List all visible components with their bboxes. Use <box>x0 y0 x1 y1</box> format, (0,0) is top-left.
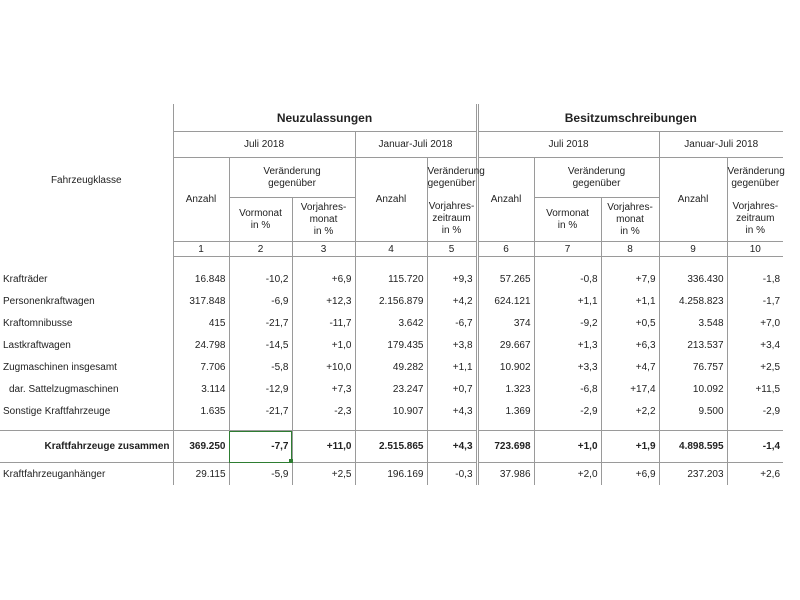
fill-handle[interactable] <box>289 459 293 463</box>
cell[interactable]: +4,2 <box>427 291 477 313</box>
cell[interactable]: -2,3 <box>292 401 355 423</box>
col-number: 10 <box>727 242 783 257</box>
cell[interactable]: +4,3 <box>427 431 477 463</box>
col-number: 3 <box>292 242 355 257</box>
col-number: 2 <box>229 242 292 257</box>
cell[interactable]: +1,1 <box>601 291 659 313</box>
cell[interactable]: 76.757 <box>659 357 727 379</box>
header-text: Vormonat <box>546 207 589 219</box>
header-veraenderung-1 <box>229 158 355 198</box>
period-month-bu: Juli 2018 <box>477 132 659 158</box>
row-label: Kraftfahrzeuganhänger <box>3 468 106 480</box>
col-number: 7 <box>534 242 601 257</box>
header-veraenderung-7 <box>534 158 659 198</box>
header-text: Vorjahres- <box>607 201 653 213</box>
cell[interactable]: 29.115 <box>173 463 229 486</box>
row-label: Lastkraftwagen <box>3 340 71 351</box>
header-text: Veränderung <box>263 165 321 177</box>
selected-cell[interactable] <box>229 431 292 463</box>
row-label: Kraftomnibusse <box>3 318 73 329</box>
cell[interactable]: -2,9 <box>727 401 783 423</box>
table-row[interactable] <box>0 379 783 401</box>
col-number: 6 <box>477 242 534 257</box>
cell[interactable]: +1,9 <box>601 431 659 463</box>
cell[interactable]: 213.537 <box>659 335 727 357</box>
cell[interactable]: 29.667 <box>477 335 534 357</box>
cell[interactable]: 16.848 <box>173 269 229 291</box>
table-row[interactable] <box>0 357 783 379</box>
total-label: Kraftfahrzeuge zusammen <box>0 431 173 463</box>
header-anzahl-4: Anzahl <box>355 158 427 242</box>
row-label: Zugmaschinen insgesamt <box>3 362 117 373</box>
cell[interactable]: +11,0 <box>292 431 355 463</box>
cell[interactable]: 37.986 <box>477 463 534 486</box>
cell[interactable]: -1,7 <box>727 291 783 313</box>
col-number: 5 <box>427 242 477 257</box>
cell[interactable]: 196.169 <box>355 463 427 486</box>
cell[interactable]: 10.907 <box>355 401 427 423</box>
cell[interactable]: +11,5 <box>727 379 783 401</box>
row-label: Sonstige Kraftfahrzeuge <box>3 406 111 417</box>
cell[interactable]: 723.698 <box>477 431 534 463</box>
header-text: gegenüber <box>427 177 476 189</box>
cell[interactable]: -21,7 <box>229 313 292 335</box>
cell[interactable]: 7.706 <box>173 357 229 379</box>
cell[interactable]: +3,3 <box>534 357 601 379</box>
cell[interactable]: +0,7 <box>427 379 477 401</box>
header-text: monat <box>616 213 644 225</box>
header-text: zeitraum <box>736 213 775 225</box>
period-month-nz: Juli 2018 <box>173 132 355 158</box>
cell[interactable]: 3.548 <box>659 313 727 335</box>
cell[interactable]: +7,0 <box>727 313 783 335</box>
header-anzahl-9: Anzahl <box>659 158 727 242</box>
cell[interactable]: -21,7 <box>229 401 292 423</box>
cell[interactable]: -11,7 <box>292 313 355 335</box>
cell[interactable]: +1,0 <box>534 431 601 463</box>
cell[interactable]: +7,3 <box>292 379 355 401</box>
row-label: dar. Sattelzugmaschinen <box>9 384 119 395</box>
cell[interactable]: 179.435 <box>355 335 427 357</box>
cell[interactable]: -9,2 <box>534 313 601 335</box>
cell[interactable]: -12,9 <box>229 379 292 401</box>
cell[interactable]: -1,4 <box>727 431 783 463</box>
cell[interactable]: +1,3 <box>534 335 601 357</box>
table-row[interactable] <box>0 313 783 335</box>
header-text: Veränderung <box>427 165 485 177</box>
cell[interactable]: +2,2 <box>601 401 659 423</box>
header-vorjahreszeitraum-5 <box>427 198 477 242</box>
cell[interactable]: 24.798 <box>173 335 229 357</box>
cell[interactable]: -10,2 <box>229 269 292 291</box>
cell[interactable]: +1,0 <box>292 335 355 357</box>
cell[interactable]: 1.323 <box>477 379 534 401</box>
header-text: monat <box>309 213 338 225</box>
row-header: Fahrzeugklasse <box>50 174 122 186</box>
cell[interactable]: +17,4 <box>601 379 659 401</box>
table-row[interactable] <box>0 269 783 291</box>
header-text: in % <box>250 219 271 231</box>
cell[interactable]: 9.500 <box>659 401 727 423</box>
cell-value: -7,7 <box>271 441 289 452</box>
header-anzahl-6: Anzahl <box>477 158 534 242</box>
header-text: gegenüber <box>731 177 780 189</box>
cell[interactable]: -6,8 <box>534 379 601 401</box>
header-vorjahresmonat-8 <box>601 198 659 242</box>
cell[interactable]: 2.156.879 <box>355 291 427 313</box>
cell[interactable]: +2,0 <box>534 463 601 486</box>
cell[interactable]: +9,3 <box>427 269 477 291</box>
row-label: Krafträder <box>3 274 48 285</box>
table-row[interactable] <box>0 291 783 313</box>
cell[interactable]: -6,9 <box>229 291 292 313</box>
cell[interactable]: -6,7 <box>427 313 477 335</box>
header-text: Vorjahres- <box>300 201 347 213</box>
col-number: 1 <box>173 242 229 257</box>
cell[interactable]: +0,5 <box>601 313 659 335</box>
cell[interactable]: +4,3 <box>427 401 477 423</box>
table-row[interactable] <box>0 401 783 423</box>
header-text: in % <box>620 225 640 237</box>
statistics-table-container <box>0 104 800 485</box>
cell[interactable]: +3,8 <box>427 335 477 357</box>
cell[interactable]: 10.092 <box>659 379 727 401</box>
header-anzahl-1: Anzahl <box>173 158 229 242</box>
cell[interactable]: -14,5 <box>229 335 292 357</box>
cell[interactable]: 3.642 <box>355 313 427 335</box>
header-vormonat-7 <box>534 198 601 242</box>
header-vorjahreszeitraum-10 <box>727 198 783 242</box>
cell[interactable]: +4,7 <box>601 357 659 379</box>
header-vormonat-2 <box>229 198 292 242</box>
header-text: gegenüber <box>572 177 621 189</box>
cell[interactable]: 624.121 <box>477 291 534 313</box>
cell[interactable]: +2,5 <box>727 357 783 379</box>
header-text: Vorjahres- <box>428 201 475 213</box>
cell[interactable]: +2,6 <box>727 463 783 486</box>
header-text: in % <box>313 225 334 237</box>
cell[interactable]: 3.114 <box>173 379 229 401</box>
cell[interactable]: -5,8 <box>229 357 292 379</box>
cell[interactable]: +6,3 <box>601 335 659 357</box>
cell[interactable]: 374 <box>477 313 534 335</box>
total-row[interactable] <box>0 431 783 463</box>
cell[interactable]: -5,9 <box>229 463 292 486</box>
group-besitzumschreibungen: Besitzumschreibungen <box>477 104 783 132</box>
period-ytd-nz: Januar-Juli 2018 <box>355 132 477 158</box>
row-label: Personenkraftwagen <box>3 296 95 307</box>
cell[interactable]: 336.430 <box>659 269 727 291</box>
cell[interactable]: -0,3 <box>427 463 477 486</box>
header-vorjahresmonat-3 <box>292 198 355 242</box>
group-neuzulassungen: Neuzulassungen <box>173 104 477 132</box>
cell[interactable]: +7,9 <box>601 269 659 291</box>
header-veraenderung-10 <box>727 158 783 198</box>
cell[interactable]: +10,0 <box>292 357 355 379</box>
cell[interactable]: +2,5 <box>292 463 355 486</box>
header-text: in % <box>557 219 578 231</box>
row-header-cell <box>0 104 173 257</box>
cell[interactable]: 115.720 <box>355 269 427 291</box>
header-text: Veränderung <box>727 165 785 177</box>
cell[interactable]: 317.848 <box>173 291 229 313</box>
cell[interactable]: +3,4 <box>727 335 783 357</box>
statistics-table <box>0 104 783 485</box>
table-row[interactable] <box>0 335 783 357</box>
cell[interactable]: +1,1 <box>534 291 601 313</box>
cell[interactable]: 1.635 <box>173 401 229 423</box>
header-text: in % <box>441 225 462 237</box>
cell[interactable]: 4.898.595 <box>659 431 727 463</box>
header-text: zeitraum <box>432 213 471 225</box>
col-number: 4 <box>355 242 427 257</box>
cell[interactable]: -0,8 <box>534 269 601 291</box>
cell[interactable]: -1,8 <box>727 269 783 291</box>
cell[interactable]: +6,9 <box>292 269 355 291</box>
cell[interactable]: +1,1 <box>427 357 477 379</box>
header-text: Veränderung <box>567 165 626 177</box>
col-number: 8 <box>601 242 659 257</box>
header-text: Vormonat <box>239 207 282 219</box>
cell[interactable]: 4.258.823 <box>659 291 727 313</box>
cell[interactable]: 57.265 <box>477 269 534 291</box>
col-number: 9 <box>659 242 727 257</box>
cell[interactable]: 23.247 <box>355 379 427 401</box>
header-veraenderung-5 <box>427 158 485 198</box>
cell[interactable]: 49.282 <box>355 357 427 379</box>
cell[interactable]: 1.369 <box>477 401 534 423</box>
cell[interactable]: 369.250 <box>173 431 229 463</box>
header-text: gegenüber <box>268 177 316 189</box>
header-text: Vorjahres- <box>732 201 779 213</box>
cell[interactable]: 10.902 <box>477 357 534 379</box>
cell[interactable]: -2,9 <box>534 401 601 423</box>
cell[interactable]: 2.515.865 <box>355 431 427 463</box>
cell[interactable]: +12,3 <box>292 291 355 313</box>
table-row[interactable] <box>0 463 783 486</box>
header-text: in % <box>745 225 765 237</box>
cell[interactable]: 415 <box>173 313 229 335</box>
cell[interactable]: +6,9 <box>601 463 659 486</box>
cell[interactable]: 237.203 <box>659 463 727 486</box>
period-ytd-bu: Januar-Juli 2018 <box>659 132 783 158</box>
